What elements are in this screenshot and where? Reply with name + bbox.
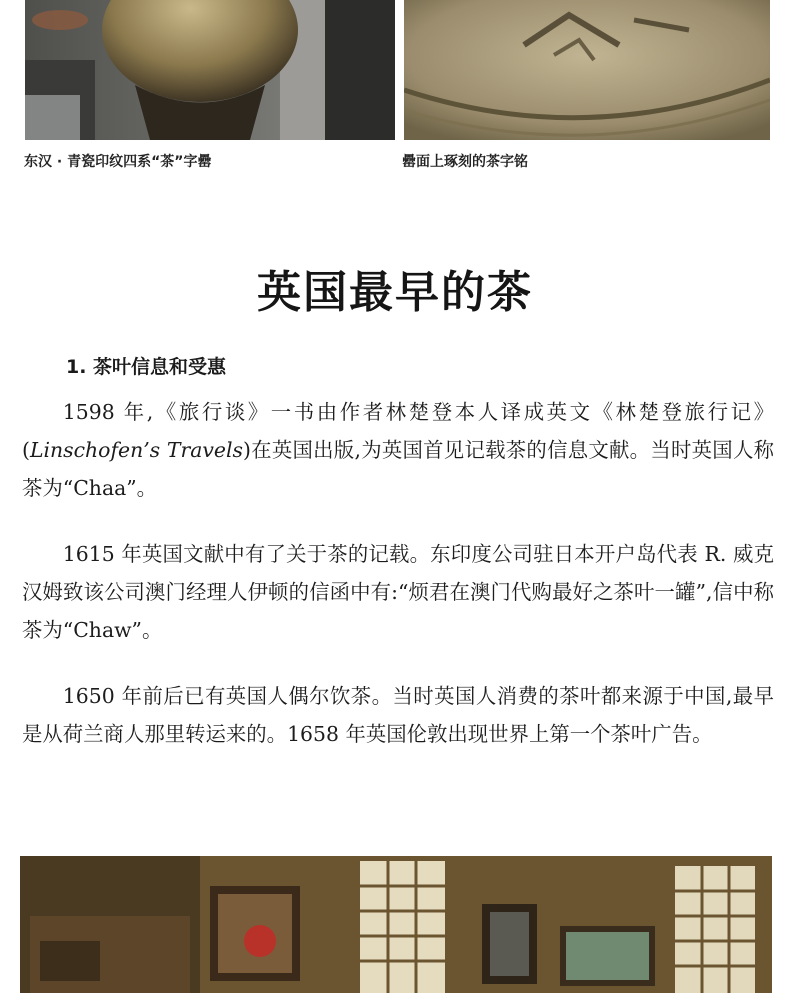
section-heading: 1. 茶叶信息和受惠: [66, 356, 227, 378]
celadon-jar-photo: [25, 0, 395, 140]
paragraph-2: 1615 年英国文献中有了关于茶的记载。东印度公司驻日本开户岛代表 R. 威克汉姆致该公司澳门经理人伊顿的信函中有:“烦君在澳门代购最好之茶叶一罐”,信中称茶为“Chaw”。: [22, 542, 774, 642]
celadon-jar-illustration: [25, 0, 395, 140]
article-title: 英国最早的茶: [257, 267, 533, 318]
paragraph-1: [22, 393, 774, 507]
tea-character-inscription-illustration: [404, 0, 770, 140]
paragraph-1-text-a: 1598 年,《旅行谈》一书由作者林楚登本人译成英文《林楚登旅行记》(: [22, 400, 774, 462]
right-photo-caption: 罍面上琢刻的茶字铭: [402, 154, 528, 170]
paragraph-1-text-b: )在英国出版,为英国首见记载茶的信息文献。当时英国人称茶为“Chaa”。: [22, 438, 774, 500]
interior-painting-illustration: [20, 856, 772, 993]
inscription-closeup-photo: [404, 0, 770, 140]
left-photo-caption: 东汉 · 青瓷印纹四系“茶”字罍: [24, 154, 212, 170]
paragraph-3: 1650 年前后已有英国人偶尔饮茶。当时英国人消费的茶叶都来源于中国,最早是从荷兰商人那里转运来的。1658 年英国伦敦出现世界上第一个茶叶广告。: [22, 684, 774, 746]
book-title-english: Linschofen’s Travels: [29, 438, 243, 462]
interior-painting: [20, 856, 772, 993]
